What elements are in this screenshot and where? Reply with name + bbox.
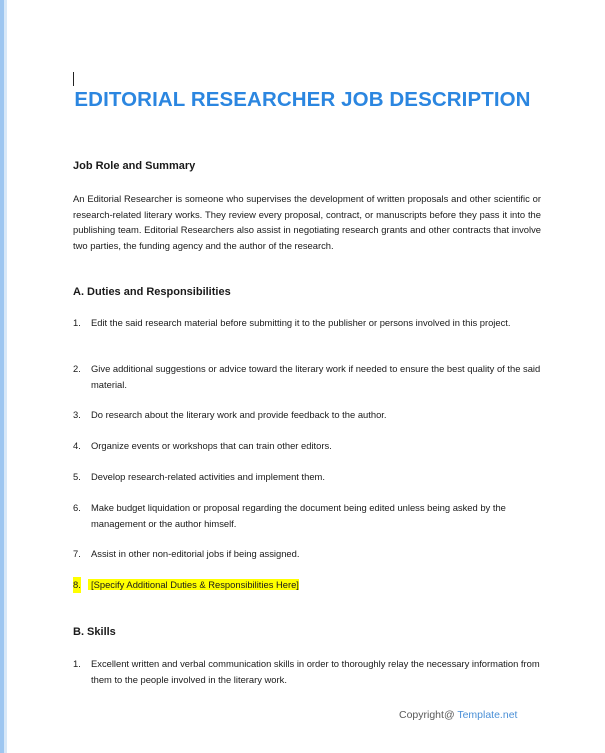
list-text: Give additional suggestions or advice toward the literary work if needed to ensure the best quality of the said material. — [91, 363, 541, 390]
list-number: 2. — [73, 363, 81, 374]
list-number: 7. — [73, 548, 81, 559]
copyright-label: Copyright@ — [399, 709, 458, 721]
duty-item-placeholder — [73, 577, 541, 593]
skill-item — [73, 656, 541, 687]
list-number: 4. — [73, 440, 81, 451]
list-number: 1. — [73, 658, 81, 669]
list-text: Excellent written and verbal communication skills in order to thoroughly relay the necessary information from them to the people involved in the literary work. — [91, 658, 540, 685]
duty-item — [73, 500, 541, 531]
placeholder-text: [Specify Additional Duties & Responsibilities Here] — [88, 579, 299, 590]
list-text: Edit the said research material before submitting it to the publisher or persons involved in this project. — [91, 317, 511, 328]
list-text: Develop research-related activities and implement them. — [91, 471, 325, 482]
list-number: 3. — [73, 409, 81, 420]
text-cursor — [73, 72, 74, 86]
duty-item — [73, 546, 541, 562]
duty-item — [73, 407, 541, 423]
duty-item — [73, 361, 541, 392]
job-role-summary: An Editorial Researcher is someone who supervises the development of written proposals and other scientific or research-related literary works. They review every proposal, contract, or manuscripts before they pass it into the publishing team. Editorial Researchers also assist in negotiating research grants and other contracts that involve two parties, the funding agency and the author of the research. — [73, 193, 541, 251]
duty-item — [73, 438, 541, 454]
list-number: 8. — [73, 577, 81, 593]
list-text: Assist in other non-editorial jobs if being assigned. — [91, 548, 300, 559]
list-text: Make budget liquidation or proposal regarding the document being edited unless being asked by the management or the author himself. — [91, 502, 506, 529]
list-number: 6. — [73, 502, 81, 513]
page-margin-shadow — [4, 0, 7, 753]
duty-item — [73, 315, 541, 331]
document-title: EDITORIAL RESEARCHER JOB DESCRIPTION — [74, 88, 531, 111]
duties-heading: A. Duties and Responsibilities — [73, 286, 231, 298]
list-number: 5. — [73, 471, 81, 482]
skills-heading: B. Skills — [73, 626, 116, 638]
list-text: Organize events or workshops that can train other editors. — [91, 440, 332, 451]
list-text: Do research about the literary work and provide feedback to the author. — [91, 409, 387, 420]
footer-copyright — [399, 709, 517, 721]
duty-item — [73, 469, 541, 485]
job-role-heading: Job Role and Summary — [73, 160, 196, 172]
list-number: 1. — [73, 317, 81, 328]
template-link[interactable]: Template.net — [457, 709, 518, 721]
